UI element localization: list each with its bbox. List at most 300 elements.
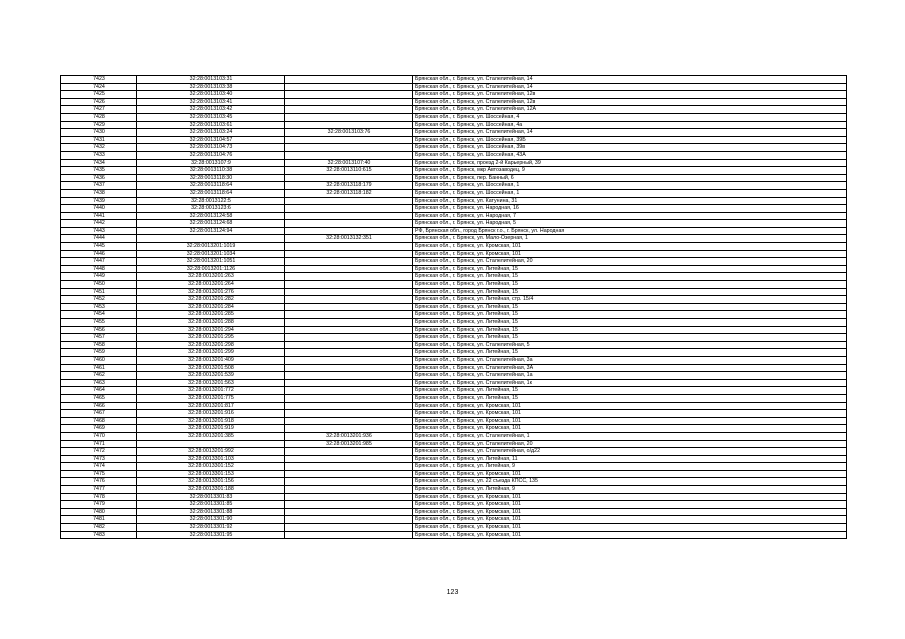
row-number-cell: 7473 — [61, 455, 137, 463]
table-row — [61, 167, 847, 175]
table-row — [61, 372, 847, 380]
row-number-cell: 7470 — [61, 432, 137, 440]
table-row — [61, 136, 847, 144]
address-cell: Брянская обл., г. Брянск, ул. Сталелитейная, 12в — [413, 91, 847, 99]
cadastral-number-cell: 32:28:0013301:188 — [137, 486, 285, 494]
row-number-cell: 7467 — [61, 410, 137, 418]
table-row — [61, 334, 847, 342]
building-cadastral-number-cell — [285, 501, 413, 509]
building-cadastral-number-cell — [285, 220, 413, 228]
cadastral-number-cell: 32:28:0013201:294 — [137, 326, 285, 334]
table-row — [61, 493, 847, 501]
table-row — [61, 76, 847, 84]
cadastral-number-cell: 32:28:0013301:152 — [137, 463, 285, 471]
building-cadastral-number-cell: 32:28:0013103:76 — [285, 129, 413, 137]
cadastral-number-cell: 32:28:0013201:299 — [137, 349, 285, 357]
row-number-cell: 7449 — [61, 273, 137, 281]
table-row — [61, 121, 847, 129]
table-row — [61, 113, 847, 121]
building-cadastral-number-cell — [285, 372, 413, 380]
cadastral-number-cell: 32:28:0013103:31 — [137, 76, 285, 84]
building-cadastral-number-cell — [285, 83, 413, 91]
address-cell: Брянская обл., г. Брянск, ул. Кромская, 101 — [413, 425, 847, 433]
building-cadastral-number-cell — [285, 227, 413, 235]
address-cell: Брянская обл., г. Брянск, ул. Сталелитейная, 3А — [413, 364, 847, 372]
building-cadastral-number-cell — [285, 387, 413, 395]
cadastral-number-cell: 32:28:0013201:916 — [137, 410, 285, 418]
address-cell: Брянская обл., г. Брянск, ул. Сталелитейная, 1к — [413, 379, 847, 387]
cadastral-number-cell: 32:28:0013123:6 — [137, 205, 285, 213]
building-cadastral-number-cell: 32:28:0013110:615 — [285, 167, 413, 175]
row-number-cell: 7483 — [61, 531, 137, 539]
address-cell: Брянская обл., г. Брянск, ул. Кромская, 101 — [413, 508, 847, 516]
address-cell: Брянская обл., г. Брянск, ул. Литейная, 9 — [413, 463, 847, 471]
address-cell: Брянская обл., г. Брянск, ул. Сталелитейная, 5 — [413, 341, 847, 349]
row-number-cell: 7455 — [61, 319, 137, 327]
table-row — [61, 470, 847, 478]
table-row — [61, 432, 847, 440]
cadastral-number-cell: 32:28:0013201:285 — [137, 311, 285, 319]
table-row — [61, 463, 847, 471]
building-cadastral-number-cell — [285, 151, 413, 159]
address-cell: Брянская обл., г. Брянск, ул. Сталелитейная, 14 — [413, 83, 847, 91]
address-cell: Брянская обл., г. Брянск, ул. Шоссейная, 4а — [413, 121, 847, 129]
table-row — [61, 379, 847, 387]
row-number-cell: 7457 — [61, 334, 137, 342]
table-row — [61, 159, 847, 167]
building-cadastral-number-cell — [285, 212, 413, 220]
row-number-cell: 7438 — [61, 189, 137, 197]
cadastral-number-cell: 32:28:0013201:1051 — [137, 258, 285, 266]
address-cell: Брянская обл., г. Брянск, ул. Сталелитейная, о/д22 — [413, 448, 847, 456]
row-number-cell: 7426 — [61, 98, 137, 106]
building-cadastral-number-cell — [285, 486, 413, 494]
table-row — [61, 501, 847, 509]
building-cadastral-number-cell — [285, 243, 413, 251]
row-number-cell: 7462 — [61, 372, 137, 380]
cadastral-number-cell: 32:28:0013301:92 — [137, 524, 285, 532]
row-number-cell: 7482 — [61, 524, 137, 532]
cadastral-number-cell: 32:28:0013124:94 — [137, 227, 285, 235]
building-cadastral-number-cell — [285, 463, 413, 471]
address-cell: Брянская обл., г. Брянск, ул. Литейная, 15 — [413, 334, 847, 342]
address-cell: Брянская обл., г. Брянск, ул. Шоссейная, 4 — [413, 113, 847, 121]
table-row — [61, 281, 847, 289]
address-cell: Брянская обл., г. Брянск, ул. Шоссейная, 1 — [413, 182, 847, 190]
cadastral-number-cell: 32:28:0013118:30 — [137, 174, 285, 182]
building-cadastral-number-cell — [285, 98, 413, 106]
cadastral-number-cell — [137, 235, 285, 243]
row-number-cell: 7452 — [61, 296, 137, 304]
cadastral-number-cell: 32:28:0013124:68 — [137, 220, 285, 228]
cadastral-number-cell: 32:28:0013124:58 — [137, 212, 285, 220]
row-number-cell: 7450 — [61, 281, 137, 289]
address-cell: Брянская обл., г. Брянск, ул. Кромская, 101 — [413, 243, 847, 251]
cadastral-number-cell: 32:28:0013201:284 — [137, 303, 285, 311]
row-number-cell: 7443 — [61, 227, 137, 235]
address-cell: Брянская обл., г. Брянск, ул. Народная, 7 — [413, 212, 847, 220]
building-cadastral-number-cell — [285, 425, 413, 433]
row-number-cell: 7465 — [61, 394, 137, 402]
building-cadastral-number-cell — [285, 364, 413, 372]
building-cadastral-number-cell — [285, 281, 413, 289]
cadastral-number-cell: 32:28:0013201:1034 — [137, 250, 285, 258]
address-cell: Брянская обл., г. Брянск, ул. Кромская, 101 — [413, 250, 847, 258]
row-number-cell: 7448 — [61, 265, 137, 273]
cadastral-number-cell: 32:28:0013301:103 — [137, 455, 285, 463]
address-cell: Брянская обл., г. Брянск, ул. Литейная, 15 — [413, 387, 847, 395]
table-row — [61, 129, 847, 137]
cadastral-number-cell: 32:28:0013201:1126 — [137, 265, 285, 273]
building-cadastral-number-cell — [285, 91, 413, 99]
table-row — [61, 402, 847, 410]
address-cell: Брянская обл., г. Брянск, ул. Литейная, 15 — [413, 265, 847, 273]
row-number-cell: 7447 — [61, 258, 137, 266]
address-cell: Брянская обл., г. Брянск, ул. Литейная, 9 — [413, 486, 847, 494]
table-row — [61, 288, 847, 296]
table-row — [61, 425, 847, 433]
table-row — [61, 197, 847, 205]
address-cell: Брянская обл., г. Брянск, ул. Литейная, 15 — [413, 326, 847, 334]
table-row — [61, 478, 847, 486]
cadastral-number-cell: 32:28:0013201:409 — [137, 356, 285, 364]
table-row — [61, 212, 847, 220]
table-row — [61, 364, 847, 372]
cadastral-number-cell: 32:28:0013201:919 — [137, 425, 285, 433]
table-row — [61, 182, 847, 190]
cadastral-number-cell: 32:28:0013103:45 — [137, 113, 285, 121]
address-cell: Брянская обл., г. Брянск, ул. Шоссейная, 39в — [413, 144, 847, 152]
building-cadastral-number-cell — [285, 250, 413, 258]
table-row — [61, 356, 847, 364]
row-number-cell: 7433 — [61, 151, 137, 159]
table-row — [61, 151, 847, 159]
table-row — [61, 189, 847, 197]
row-number-cell: 7445 — [61, 243, 137, 251]
address-cell: Брянская обл., г. Брянск, ул. Шоссейная, 43А — [413, 151, 847, 159]
building-cadastral-number-cell — [285, 516, 413, 524]
building-cadastral-number-cell — [285, 197, 413, 205]
address-cell: Брянская обл., г. Брянск, ул. Кромская, 101 — [413, 516, 847, 524]
address-cell: Брянская обл., г. Брянск, ул. Сталелитейная, 12А — [413, 106, 847, 114]
cadastral-number-cell: 32:28:0013104:57 — [137, 136, 285, 144]
table-row — [61, 508, 847, 516]
address-cell: Брянская обл., г. Брянск, ул. Литейная, 11 — [413, 455, 847, 463]
address-cell: Брянская обл., г. Брянск, ул. Кромская, 101 — [413, 524, 847, 532]
row-number-cell: 7446 — [61, 250, 137, 258]
address-cell: Брянская обл., г. Брянск, ул. Кромская, 101 — [413, 501, 847, 509]
address-cell: РФ, Брянская обл., город Брянск г.о., г. Брянск, ул. Народная — [413, 227, 847, 235]
address-cell: Брянская обл., г. Брянск, ул. Кромская, 101 — [413, 417, 847, 425]
building-cadastral-number-cell — [285, 341, 413, 349]
building-cadastral-number-cell — [285, 448, 413, 456]
address-cell: Брянская обл., г. Брянск, ул. Сталелитейная, 20 — [413, 258, 847, 266]
building-cadastral-number-cell — [285, 144, 413, 152]
cadastral-number-cell — [137, 440, 285, 448]
building-cadastral-number-cell — [285, 508, 413, 516]
row-number-cell: 7480 — [61, 508, 137, 516]
table-row — [61, 205, 847, 213]
cadastral-number-cell: 32:28:0013301:95 — [137, 531, 285, 539]
building-cadastral-number-cell — [285, 410, 413, 418]
building-cadastral-number-cell — [285, 334, 413, 342]
row-number-cell: 7436 — [61, 174, 137, 182]
cadastral-number-cell: 32:28:0013104:76 — [137, 151, 285, 159]
cadastral-number-cell: 32:28:0013201:263 — [137, 273, 285, 281]
cadastral-number-cell: 32:28:0013301:90 — [137, 516, 285, 524]
row-number-cell: 7427 — [61, 106, 137, 114]
cadastral-number-cell: 32:28:0013118:64 — [137, 182, 285, 190]
row-number-cell: 7464 — [61, 387, 137, 395]
row-number-cell: 7434 — [61, 159, 137, 167]
building-cadastral-number-cell — [285, 205, 413, 213]
cadastral-number-cell: 32:28:0013118:64 — [137, 189, 285, 197]
table-row — [61, 448, 847, 456]
table-row — [61, 455, 847, 463]
cadastral-number-cell: 32:28:0013201:264 — [137, 281, 285, 289]
table-row — [61, 106, 847, 114]
table-row — [61, 98, 847, 106]
address-cell: Брянская обл., г. Брянск, ул. Литейная, 15 — [413, 394, 847, 402]
row-number-cell: 7453 — [61, 303, 137, 311]
row-number-cell: 7458 — [61, 341, 137, 349]
table-row — [61, 235, 847, 243]
address-cell: Брянская обл., г. Брянск, ул. Сталелитейная, 14 — [413, 129, 847, 137]
address-cell: Брянская обл., г. Брянск, ул. Кромская, 101 — [413, 470, 847, 478]
building-cadastral-number-cell — [285, 349, 413, 357]
cadastral-number-cell: 32:28:0013201:772 — [137, 387, 285, 395]
table-row — [61, 296, 847, 304]
registry-table — [60, 75, 847, 539]
building-cadastral-number-cell — [285, 258, 413, 266]
row-number-cell: 7428 — [61, 113, 137, 121]
table-row — [61, 531, 847, 539]
address-cell: Брянская обл., г. Брянск, ул. Шоссейная, 1 — [413, 189, 847, 197]
address-cell: Брянская обл., г. Брянск, ул. Катунина, 31 — [413, 197, 847, 205]
address-cell: Брянская обл., г. Брянск, ул. Литейная, 15 — [413, 349, 847, 357]
building-cadastral-number-cell — [285, 455, 413, 463]
building-cadastral-number-cell — [285, 174, 413, 182]
building-cadastral-number-cell: 32:28:0013118:179 — [285, 182, 413, 190]
cadastral-number-cell: 32:28:0013201:295 — [137, 334, 285, 342]
table-row — [61, 258, 847, 266]
table-row — [61, 220, 847, 228]
address-cell: Брянская обл., г. Брянск, ул. Сталелитейная, 1а — [413, 372, 847, 380]
cadastral-number-cell: 32:28:0013201:385 — [137, 432, 285, 440]
building-cadastral-number-cell — [285, 303, 413, 311]
cadastral-number-cell: 32:28:0013103:41 — [137, 98, 285, 106]
table-row — [61, 410, 847, 418]
table-row — [61, 311, 847, 319]
cadastral-number-cell: 32:28:0013103:24 — [137, 129, 285, 137]
row-number-cell: 7431 — [61, 136, 137, 144]
cadastral-number-cell: 32:28:0013201:992 — [137, 448, 285, 456]
row-number-cell: 7466 — [61, 402, 137, 410]
row-number-cell: 7472 — [61, 448, 137, 456]
table-row — [61, 394, 847, 402]
row-number-cell: 7476 — [61, 478, 137, 486]
building-cadastral-number-cell: 32:28:0013107:40 — [285, 159, 413, 167]
row-number-cell: 7444 — [61, 235, 137, 243]
table-row — [61, 319, 847, 327]
table-row — [61, 243, 847, 251]
address-cell: Брянская обл., г. Брянск, ул. Народная, 16 — [413, 205, 847, 213]
row-number-cell: 7469 — [61, 425, 137, 433]
row-number-cell: 7441 — [61, 212, 137, 220]
building-cadastral-number-cell — [285, 113, 413, 121]
address-cell: Брянская обл., г. Брянск, ул. 22 съезда КПСС, 135 — [413, 478, 847, 486]
row-number-cell: 7454 — [61, 311, 137, 319]
address-cell: Брянская обл., г. Брянск, пер. Банный, 6 — [413, 174, 847, 182]
page-number: 123 — [446, 589, 459, 596]
building-cadastral-number-cell — [285, 288, 413, 296]
row-number-cell: 7435 — [61, 167, 137, 175]
building-cadastral-number-cell — [285, 356, 413, 364]
table-row — [61, 144, 847, 152]
address-cell: Брянская обл., г. Брянск, ул. Мало-Озерная, 1 — [413, 235, 847, 243]
building-cadastral-number-cell — [285, 106, 413, 114]
cadastral-number-cell: 32:28:0013110:38 — [137, 167, 285, 175]
row-number-cell: 7477 — [61, 486, 137, 494]
building-cadastral-number-cell: 32:28:0013201:936 — [285, 432, 413, 440]
address-cell: Брянская обл., г. Брянск, ул. Сталелитейная, 12в — [413, 98, 847, 106]
table-row — [61, 91, 847, 99]
row-number-cell: 7459 — [61, 349, 137, 357]
table-row — [61, 83, 847, 91]
row-number-cell: 7432 — [61, 144, 137, 152]
table-row — [61, 341, 847, 349]
address-cell: Брянская обл., г. Брянск, ул. Литейная, 15 — [413, 288, 847, 296]
address-cell: Брянская обл., г. Брянск, ул. Литейная, 15 — [413, 319, 847, 327]
cadastral-number-cell: 32:28:0013301:156 — [137, 478, 285, 486]
cadastral-number-cell: 32:28:0013201:775 — [137, 394, 285, 402]
address-cell: Брянская обл., г. Брянск, ул. Сталелитейная, 20 — [413, 440, 847, 448]
building-cadastral-number-cell — [285, 394, 413, 402]
row-number-cell: 7481 — [61, 516, 137, 524]
cadastral-number-cell: 32:28:0013201:298 — [137, 341, 285, 349]
row-number-cell: 7479 — [61, 501, 137, 509]
building-cadastral-number-cell — [285, 76, 413, 84]
table-row — [61, 516, 847, 524]
building-cadastral-number-cell: 32:28:0013118:182 — [285, 189, 413, 197]
address-cell: Брянская обл., г. Брянск, мкр Автозаводец, 9 — [413, 167, 847, 175]
row-number-cell: 7440 — [61, 205, 137, 213]
cadastral-number-cell: 32:28:0013201:288 — [137, 319, 285, 327]
cadastral-number-cell: 32:28:0013201:539 — [137, 372, 285, 380]
address-cell: Брянская обл., г. Брянск, ул. Литейная, 15 — [413, 281, 847, 289]
table-row — [61, 303, 847, 311]
table-row — [61, 174, 847, 182]
building-cadastral-number-cell — [285, 402, 413, 410]
building-cadastral-number-cell: 32:28:0013201:985 — [285, 440, 413, 448]
row-number-cell: 7429 — [61, 121, 137, 129]
address-cell: Брянская обл., г. Брянск, ул. Кромская, 101 — [413, 402, 847, 410]
table-row — [61, 349, 847, 357]
address-cell: Брянская обл., г. Брянск, ул. Кромская, 101 — [413, 531, 847, 539]
row-number-cell: 7461 — [61, 364, 137, 372]
row-number-cell: 7471 — [61, 440, 137, 448]
building-cadastral-number-cell — [285, 470, 413, 478]
building-cadastral-number-cell — [285, 478, 413, 486]
row-number-cell: 7474 — [61, 463, 137, 471]
row-number-cell: 7478 — [61, 493, 137, 501]
table-row — [61, 387, 847, 395]
cadastral-number-cell: 32:28:0013107:9 — [137, 159, 285, 167]
cadastral-number-cell: 32:28:0013201:282 — [137, 296, 285, 304]
row-number-cell: 7460 — [61, 356, 137, 364]
building-cadastral-number-cell — [285, 273, 413, 281]
row-number-cell: 7423 — [61, 76, 137, 84]
row-number-cell: 7425 — [61, 91, 137, 99]
table-row — [61, 326, 847, 334]
table-row — [61, 250, 847, 258]
row-number-cell: 7475 — [61, 470, 137, 478]
cadastral-number-cell: 32:28:0013301:88 — [137, 508, 285, 516]
address-cell: Брянская обл., г. Брянск, ул. Сталелитейная, 3а — [413, 356, 847, 364]
address-cell: Брянская обл., г. Брянск, ул. Литейная, стр. 15/4 — [413, 296, 847, 304]
row-number-cell: 7451 — [61, 288, 137, 296]
address-cell: Брянская обл., г. Брянск, ул. Литейная, 15 — [413, 273, 847, 281]
table-row — [61, 440, 847, 448]
row-number-cell: 7437 — [61, 182, 137, 190]
table-row — [61, 227, 847, 235]
building-cadastral-number-cell — [285, 379, 413, 387]
cadastral-number-cell: 32:28:0013301:83 — [137, 493, 285, 501]
cadastral-number-cell: 32:28:0013201:276 — [137, 288, 285, 296]
address-cell: Брянская обл., г. Брянск, ул. Кромская, 101 — [413, 410, 847, 418]
row-number-cell: 7439 — [61, 197, 137, 205]
table-row — [61, 265, 847, 273]
address-cell: Брянская обл., г. Брянск, ул. Кромская, 101 — [413, 493, 847, 501]
building-cadastral-number-cell — [285, 524, 413, 532]
building-cadastral-number-cell — [285, 311, 413, 319]
row-number-cell: 7463 — [61, 379, 137, 387]
address-cell: Брянская обл., г. Брянск, ул. Литейная, 15 — [413, 311, 847, 319]
table-row — [61, 273, 847, 281]
cadastral-number-cell: 32:28:0013103:61 — [137, 121, 285, 129]
table-row — [61, 417, 847, 425]
building-cadastral-number-cell: 32:28:0013132:351 — [285, 235, 413, 243]
cadastral-number-cell: 32:28:0013301:85 — [137, 501, 285, 509]
registry-table-body — [61, 76, 847, 539]
building-cadastral-number-cell — [285, 531, 413, 539]
cadastral-number-cell: 32:28:0013122:5 — [137, 197, 285, 205]
cadastral-number-cell: 32:28:0013201:918 — [137, 417, 285, 425]
cadastral-number-cell: 32:28:0013103:40 — [137, 91, 285, 99]
building-cadastral-number-cell — [285, 319, 413, 327]
building-cadastral-number-cell — [285, 493, 413, 501]
cadastral-number-cell: 32:28:0013103:38 — [137, 83, 285, 91]
address-cell: Брянская обл., г. Брянск, ул. Сталелитейная, 14 — [413, 76, 847, 84]
cadastral-number-cell: 32:28:0013201:1019 — [137, 243, 285, 251]
building-cadastral-number-cell — [285, 121, 413, 129]
row-number-cell: 7430 — [61, 129, 137, 137]
building-cadastral-number-cell — [285, 136, 413, 144]
row-number-cell: 7468 — [61, 417, 137, 425]
building-cadastral-number-cell — [285, 326, 413, 334]
cadastral-number-cell: 32:28:0013201:817 — [137, 402, 285, 410]
address-cell: Брянская обл., г. Брянск, проезд 2-й Карьерный, 39 — [413, 159, 847, 167]
cadastral-number-cell: 32:28:0013201:508 — [137, 364, 285, 372]
row-number-cell: 7424 — [61, 83, 137, 91]
table-row — [61, 524, 847, 532]
building-cadastral-number-cell — [285, 296, 413, 304]
cadastral-number-cell: 32:28:0013301:153 — [137, 470, 285, 478]
cadastral-number-cell: 32:28:0013201:563 — [137, 379, 285, 387]
address-cell: Брянская обл., г. Брянск, ул. Сталелитейная, 1 — [413, 432, 847, 440]
table-row — [61, 486, 847, 494]
building-cadastral-number-cell — [285, 417, 413, 425]
